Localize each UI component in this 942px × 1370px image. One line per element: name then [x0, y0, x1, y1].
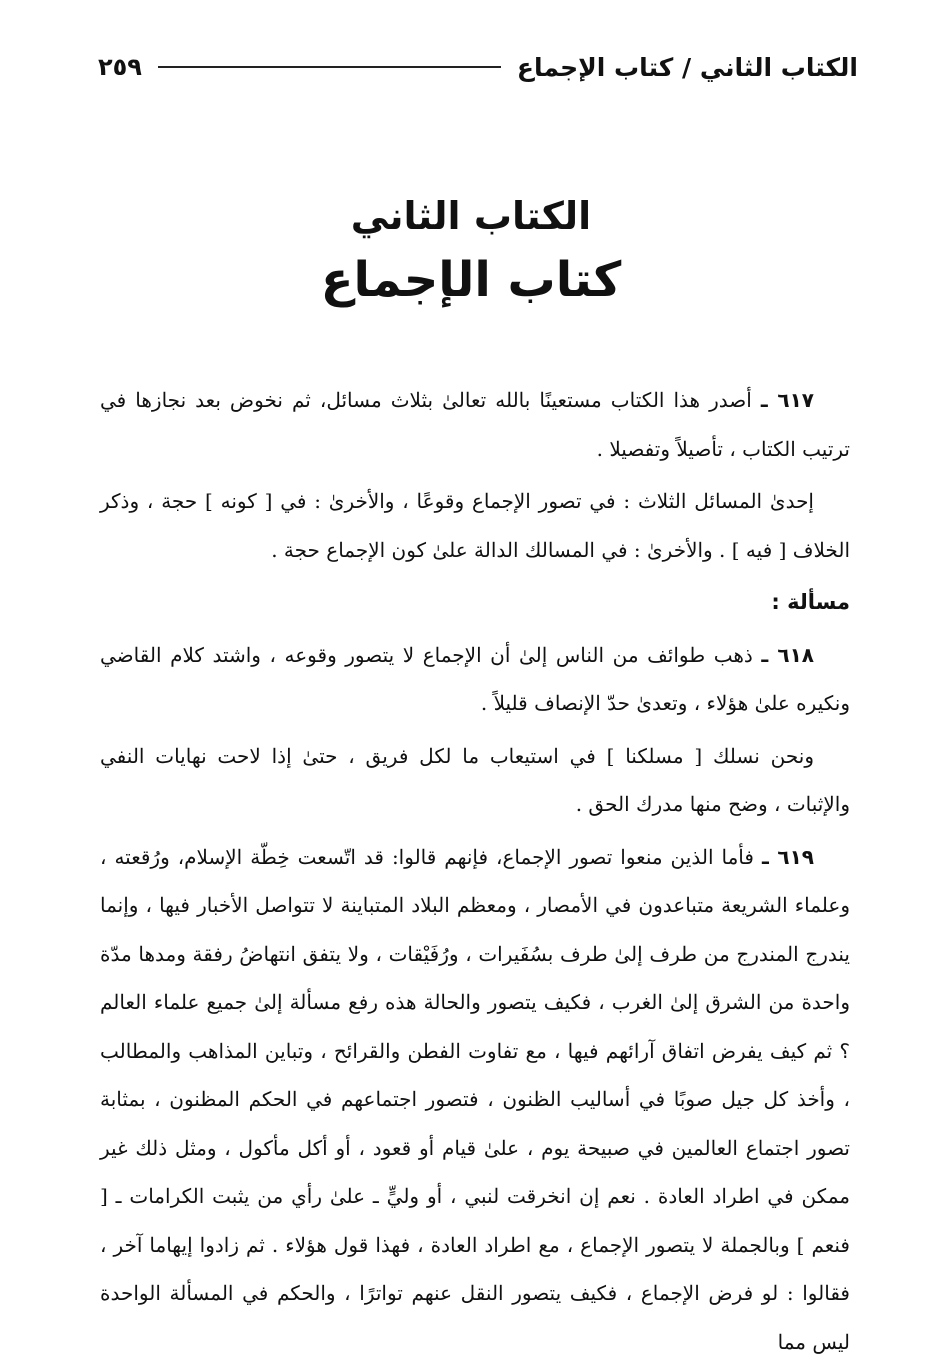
running-title: الكتاب الثاني / كتاب الإجماع: [516, 52, 858, 82]
paragraph: [100, 732, 850, 829]
body-text: [100, 376, 850, 1370]
paragraph-number: ٦١٩ ـ: [761, 844, 815, 869]
paragraph-text: إحدىٰ المسائل الثلاث : في تصور الإجماع وقوعًا ، والأخرىٰ : في [ كونه ] حجة ، وذكر الخلاف [ فيه ] . والأخرىٰ : في المسالك الدالة علىٰ كون الإجماع حجة .: [100, 489, 850, 562]
paragraph-text: فأما الذين منعوا تصور الإجماع، فإنهم قالوا: قد اتّسعت خِطّة الإسلام، ورُقعته ، وعلماء الشريعة متباعدون في الأمصار ، ومعظم البلاد المتباينة لا تتواصل الأخبار فيها ، وإنما يندرج المندرج من طرف إلىٰ طرف بسُفَيرات ، ورُفَيْقات ، ولا يتفق انتهاضُ رفقة ومدها مدّة واحدة من الشرق إلىٰ الغرب ، فكيف يتصور والحالة هذه رفع مسألة إلىٰ جميع علماء العالم ؟ ثم كيف يفرض اتفاق آرائهم فيها ، مع تفاوت الفطن والقرائح ، وتباين المذاهب والمطالب ، وأخذ كل جيل صوبًا في أساليب الظنون ، فتصور اجتماعهم في الحكم المظنون ، بمثابة تصور اجتماع العالمين في صبيحة يوم ، علىٰ قيام أو قعود ، أو أكل مأكول ، ومثل ذلك غير ممكن في اطراد العادة . نعم إن انخرقت لنبي ، أو وليٍّ ـ علىٰ رأي من يثبت الكرامات ـ [ فنعم ] وبالجملة لا يتصور الإجماع ، مع اطراد العادة ، فهذا قول هؤلاء . ثم زادوا إيهاما آخر ، فقالوا : لو فرض الإجماع ، فكيف يتصور النقل عنهم تواترًا ، والحكم في المسألة الواحدة ليس مما: [100, 844, 850, 1354]
paragraph: [100, 376, 850, 473]
paragraph-text: ذهب طوائف من الناس إلىٰ أن الإجماع لا يتصور وقوعه ، واشتد كلام القاضي ونكيره علىٰ هؤلاء ، وتعدىٰ حدّ الإنصاف قليلاً .: [100, 642, 850, 715]
paragraph: [100, 631, 850, 728]
paragraph-text: ونحن نسلك [ مسلكنا ] في استيعاب ما لكل فريق ، حتىٰ إذا لاحت نهايات النفي والإثبات ، وضح منها مدرك الحق .: [100, 743, 850, 816]
paragraph-text: أصدر هذا الكتاب مستعينًا بالله تعالىٰ بثلاث مسائل، ثم نخوض بعد نجازها في ترتيب الكتاب ، تأصيلاً وتفصيلا .: [100, 388, 850, 461]
running-header: [98, 44, 858, 90]
book-title: كتاب الإجماع: [320, 252, 622, 308]
paragraph-number: ٦١٨ ـ: [761, 642, 814, 667]
part-title: الكتاب الثاني: [350, 194, 592, 238]
page-number: ٢٥٩: [98, 53, 142, 81]
header-rule: [158, 66, 501, 68]
paragraph: [100, 477, 850, 574]
issue-heading: مسألة :: [771, 590, 850, 614]
chapter-titles: [100, 188, 842, 316]
paragraph: [100, 833, 850, 1367]
paragraph-number: ٦١٧ ـ: [760, 388, 814, 412]
